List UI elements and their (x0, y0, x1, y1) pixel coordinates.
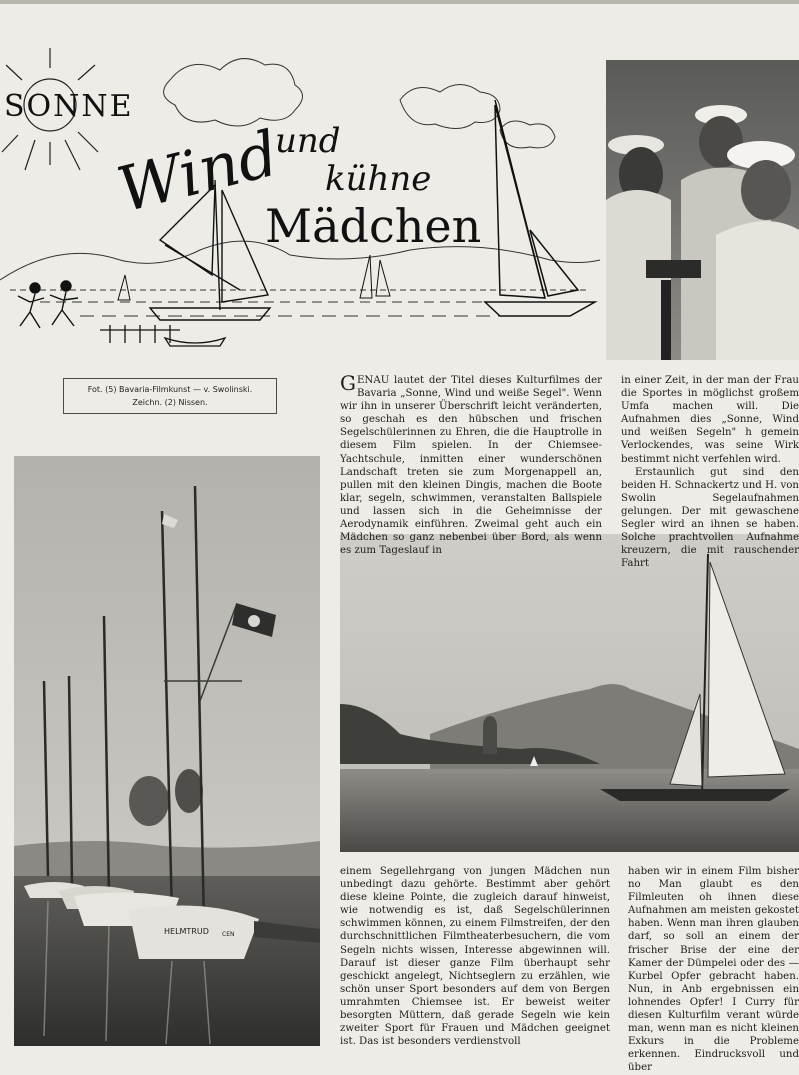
headline-illustration (0, 40, 600, 360)
article-col3-text: einem Segellehrgang von jungen Mädchen nun unbedingt dazu gehörte. Bestimmt aber gehört diese kleine Pointe, die zugleich darauf hinweist, wie notwendig es ist, daß Segelschülerinnen schwimmen können, zu einem Filmstreifen, der den durchschnittlichen Filmtheaterbesuchern, die vom Segeln nichts wissen, Interesse abgewinnen will. Darauf ist dieser ganze Film überhaupt sehr geschickt angelegt, Nichtseglern zu erzählen, wie schön unser Sport besonders auf dem von Bergen umrahmten Chiemsee ist. Er beweist weiter besorgten Müttern, daß gerade Segeln wie kein zweiter Sport für Frauen und Mädchen geeignet ist. Das ist besonders verdienstvoll (340, 866, 610, 1048)
drop-cap: G (340, 371, 356, 395)
headline-und: und (275, 121, 341, 161)
caption-line-2: Zeichn. (2) Nissen. (132, 398, 208, 407)
article-column-1 (340, 371, 602, 557)
article-col2-paragraph-1: in einer Zeit, in der man der Frau die Sportes in möglichst großem Umfa machen will. Die Aufnahmen dies „Sonne, Wind und weißen Segeln" h gemein Verlockendes, was seine Wirk bestimmt nicht verfehlen wird. (621, 375, 799, 465)
page-top-edge (0, 0, 799, 4)
hull-label-1: HELMTRUD (164, 927, 209, 936)
article-column-2 (621, 374, 799, 570)
headline-kuehne: kühne (325, 159, 432, 199)
headline-sonne: SONNE (4, 89, 134, 124)
caption-line-1: Fot. (5) Bavaria-Filmkunst — v. Swolinski. (87, 385, 253, 394)
article-col2-paragraph-2: Erstaunlich gut sind den beiden H. Schnackertz und H. von Swolin Segelaufnahmen gelungen. Der mit gewaschene Segler wird an ihnen se haben. Solche prachtvollen Aufnahme kreuzern, die mit rauschender Fahrt (621, 466, 799, 570)
photo-credit-caption (63, 378, 277, 414)
article-col4-text: haben wir in einem Film bisher no Man glaubt es den Filmleuten oh ihnen diese Aufnahmen am meisten gekostet haben. Wenn man ihren glauben darf, so soll an einem der frischer Brise der eine der Kamer der Dümpelei oder des — Kurbel Opfer gebracht haben. Nun, in Anb ergebnissen ein lohnendes Opfer! I Curry für diesen Kulturfilm verant würde man, wenn man es nicht kleinen Exkurs in die Probleme erkennen. Eindrucksvoll und über (628, 866, 799, 1074)
headline-maedchen: Mädchen (265, 199, 482, 253)
photo-chiemsee-sailboat (340, 534, 799, 852)
headline-wind: Wind (110, 116, 286, 227)
hull-label-2: CEN (222, 931, 235, 938)
photo-sailor-girls (606, 60, 799, 360)
photo-harbor-boats (14, 456, 320, 1046)
article-column-3 (340, 865, 610, 1055)
article-column-4 (628, 865, 799, 1074)
article-col1-text: ENAU lautet der Titel dieses Kulturfilmes der Bavaria „Sonne, Wind und weiße Segel". Wenn wir ihn in unserer Überschrift leicht veränderten, so geschah es den hübschen und frischen Segelschülerinnen zu Ehren, die die Hauptrolle in diesem Film spielen. In der Chiemsee-Yachtschule, inmitten einer wunderschönen Landschaft treten sie zum Morgenappell an, pullen mit den kleinen Dingis, machen die Boote klar, segeln, schwimmen, veranstalten Ballspiele und lassen sich in die Geheimnisse der Aerodynamik einführen. Zweimal geht auch ein Mädchen so ganz nebenbei über Bord, als wenn es zum Tageslauf in (340, 375, 602, 557)
